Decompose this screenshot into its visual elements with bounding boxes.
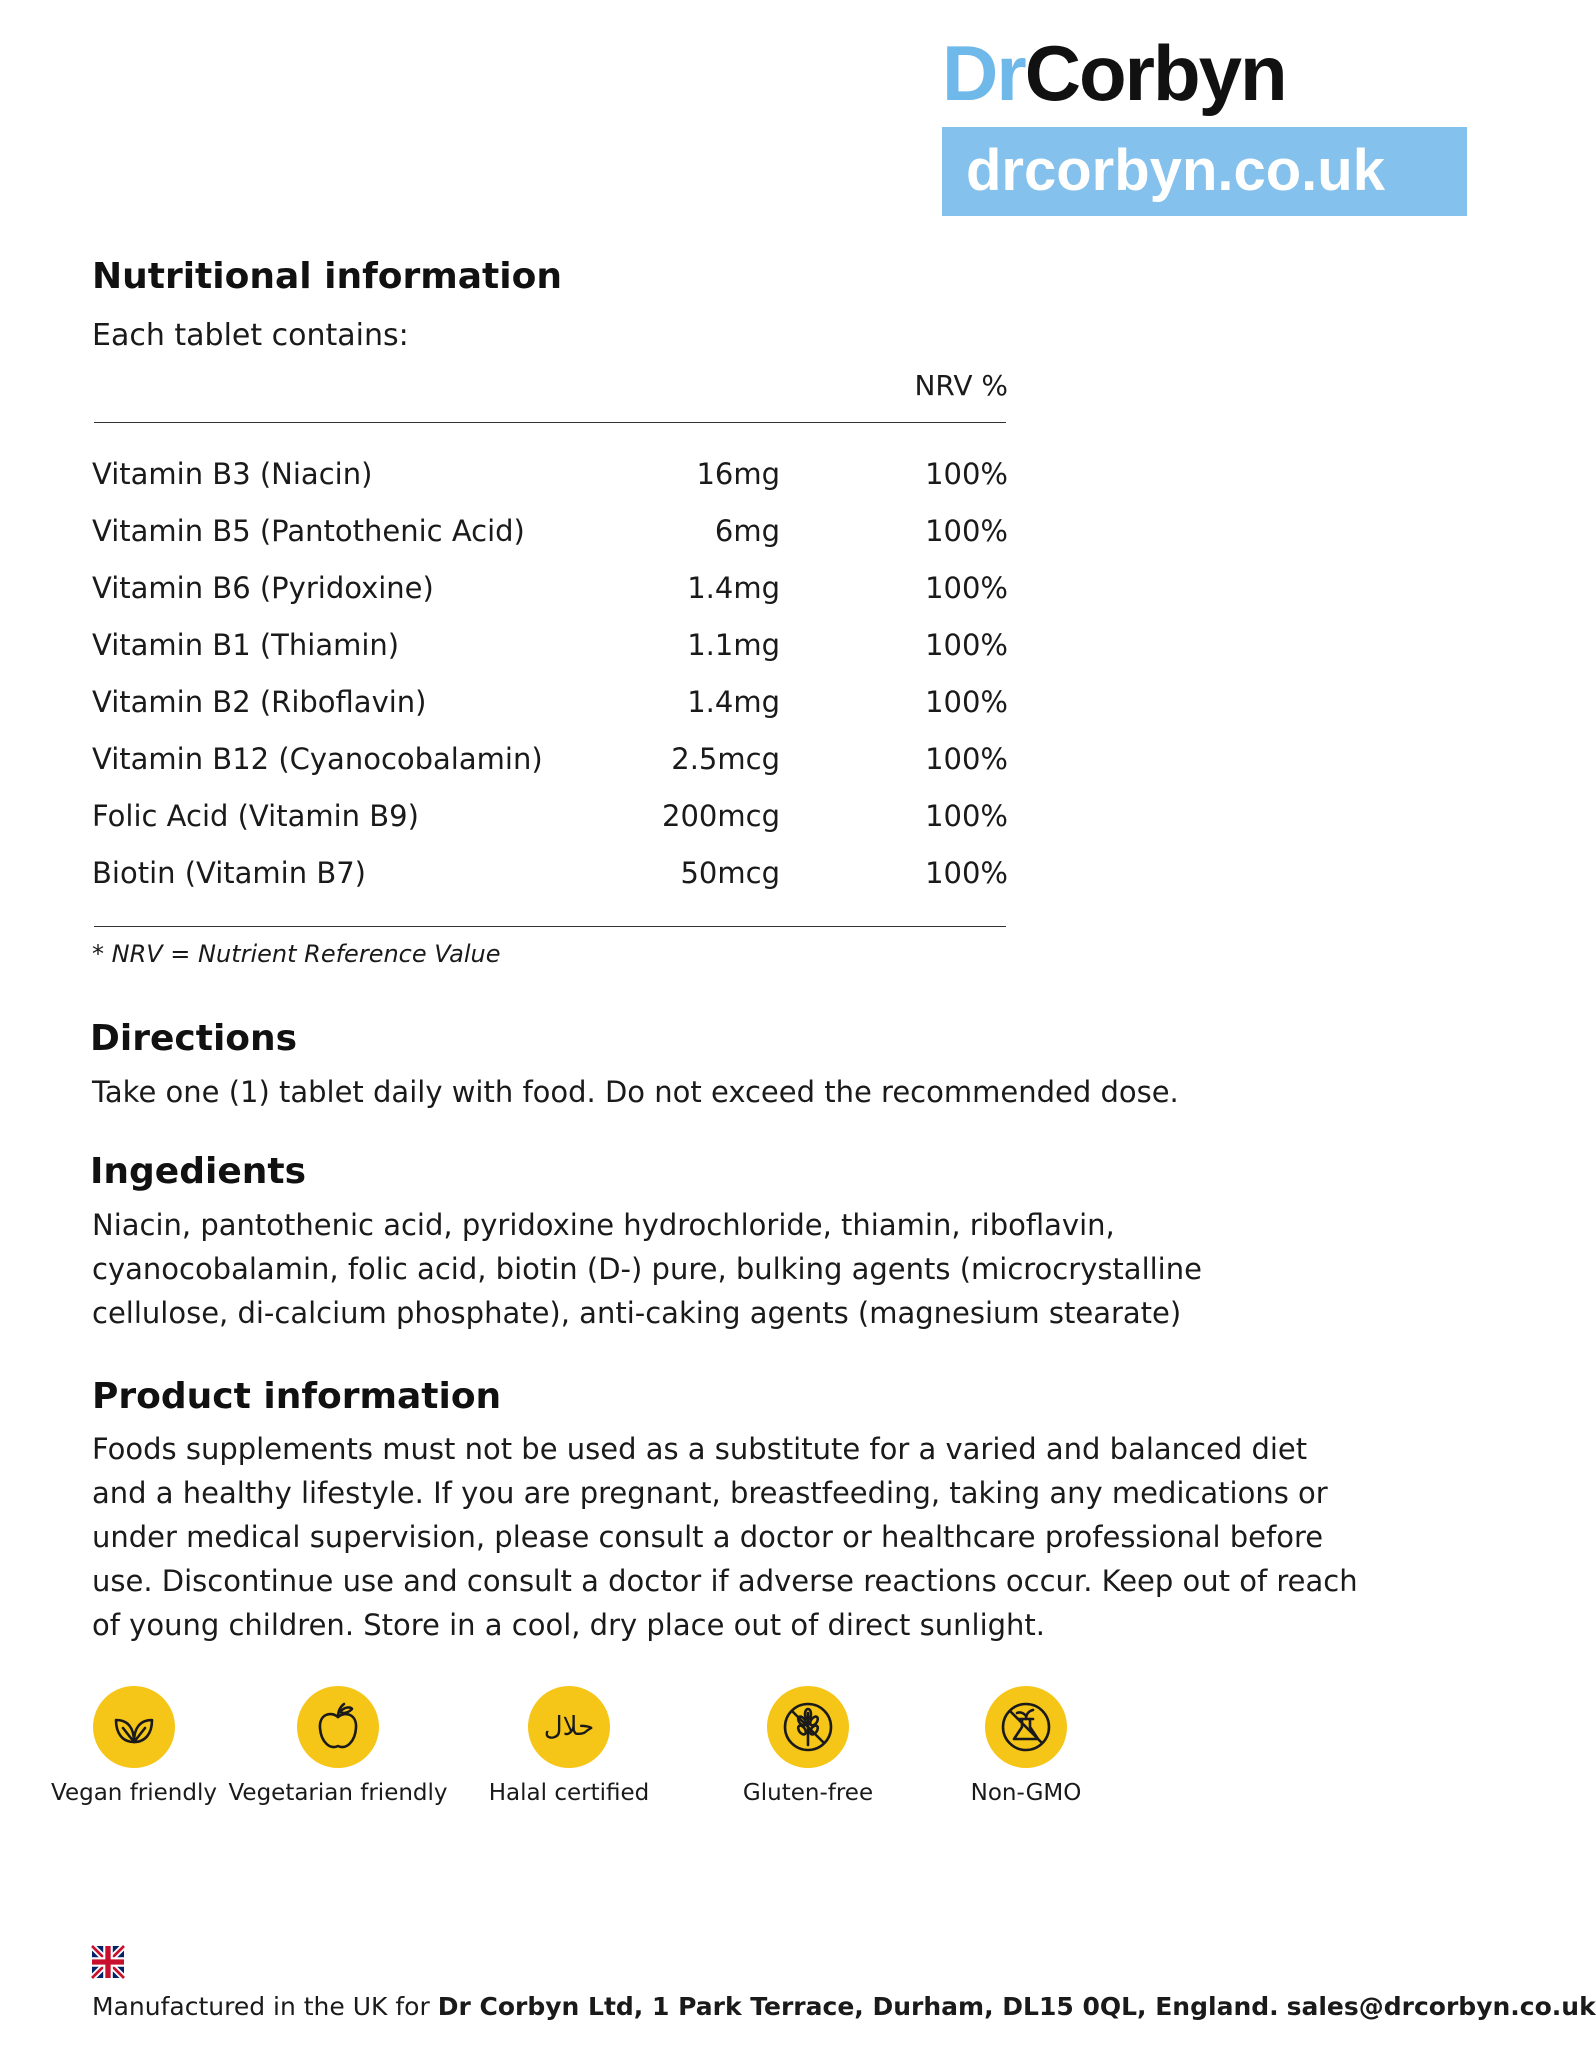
table-top-divider [94,422,1006,423]
nutrient-amount: 50mcg [680,856,780,890]
ingredients-title: Ingedients [90,1151,306,1192]
brand-name-corbyn: Corbyn [1024,29,1286,117]
footer-prefix: Manufactured in the UK for [92,1992,438,2021]
nutrient-amount: 1.4mg [687,685,780,719]
website-url[interactable]: drcorbyn.co.uk [966,138,1385,203]
nutrient-amount: 2.5mcg [671,742,780,776]
table-row [92,853,1008,893]
nutrient-nrv: 100% [925,571,1008,605]
nutrient-nrv: 100% [925,799,1008,833]
nutrition-title: Nutritional information [92,256,562,297]
nutrient-name: Vitamin B6 (Pyridoxine) [92,571,434,605]
badge-label: Gluten-free [742,1780,874,1806]
table-row [92,682,1008,722]
directions-text: Take one (1) tablet daily with food. Do not exceed the recommended dose. [92,1075,1179,1109]
nutrient-name: Vitamin B12 (Cyanocobalamin) [92,742,543,776]
badge-vegetarian [228,1686,448,1806]
table-row [92,796,1008,836]
ingredients-text: Niacin, pantothenic acid, pyridoxine hydrochloride, thiamin, riboflavin, cyanocobalamin, folic acid, biotin (D-) pure, bulking agents (microcrystalline cellulose, di-calcium phosphate), anti-caking agents (magnesium stearate) [92,1208,1202,1330]
nutrient-name: Biotin (Vitamin B7) [92,856,366,890]
table-row [92,625,1008,665]
nutrient-nrv: 100% [925,457,1008,491]
badge-non-gmo [916,1686,1136,1806]
table-row [92,739,1008,779]
badge-gluten-free [698,1686,918,1806]
table-row [92,454,1008,494]
badge-label: Vegetarian friendly [228,1780,448,1806]
leaf-icon [93,1686,175,1768]
directions-title: Directions [90,1018,298,1059]
nutrient-nrv: 100% [925,628,1008,662]
nutrient-nrv: 100% [925,856,1008,890]
nutrient-name: Vitamin B1 (Thiamin) [92,628,400,662]
footer-email[interactable]: sales@drcorbyn.co.uk [1286,1992,1596,2021]
nutrient-name: Vitamin B2 (Riboflavin) [92,685,427,719]
halal-icon [528,1686,610,1768]
nutrient-amount: 200mcg [662,799,780,833]
non-gmo-icon [985,1686,1067,1768]
table-bottom-divider [94,926,1006,927]
nutrient-nrv: 100% [925,685,1008,719]
nutrition-subtitle: Each tablet contains: [92,318,409,353]
footer-company: Dr Corbyn Ltd, 1 Park Terrace, Durham, DL15 0QL, England. [437,1992,1279,2021]
badge-vegan [24,1686,244,1806]
website-banner [942,127,1467,216]
nutrient-amount: 6mg [714,514,780,548]
nutrient-amount: 1.4mg [687,571,780,605]
badge-label: Vegan friendly [51,1780,217,1806]
nutrient-amount: 16mg [696,457,780,491]
table-row [92,511,1008,551]
badge-label: Non-GMO [970,1780,1082,1806]
nutrient-nrv: 100% [925,514,1008,548]
nutrient-nrv: 100% [925,742,1008,776]
nutrient-amount: 1.1mg [687,628,780,662]
nutrient-name: Vitamin B5 (Pantothenic Acid) [92,514,525,548]
halal-glyph: حلال [543,1712,595,1742]
badge-label: Halal certified [488,1780,650,1806]
nutrient-name: Vitamin B3 (Niacin) [92,457,373,491]
gluten-free-icon [767,1686,849,1768]
table-row [92,568,1008,608]
manufacturer-footer [92,1990,1596,2024]
apple-icon [297,1686,379,1768]
nrv-column-header: NRV % [914,369,1008,402]
brand-name-dr: Dr [942,29,1025,117]
product-info-title: Product information [92,1376,502,1417]
brand-logo [942,28,1286,118]
uk-flag-icon [92,1946,124,1978]
nutrient-name: Folic Acid (Vitamin B9) [92,799,419,833]
badge-halal [459,1686,679,1806]
nrv-footnote: * NRV = Nutrient Reference Value [92,940,501,968]
product-info-text: Foods supplements must not be used as a substitute for a varied and balanced diet and a healthy lifestyle. If you are pregnant, breastfeeding, taking any medications or under medical supervision, please consult a doctor or healthcare professional before use. Discontinue use and consult a doctor if adverse reactions occur. Keep out of reach of young children. Store in a cool, dry place out of direct sunlight. [92,1432,1358,1642]
